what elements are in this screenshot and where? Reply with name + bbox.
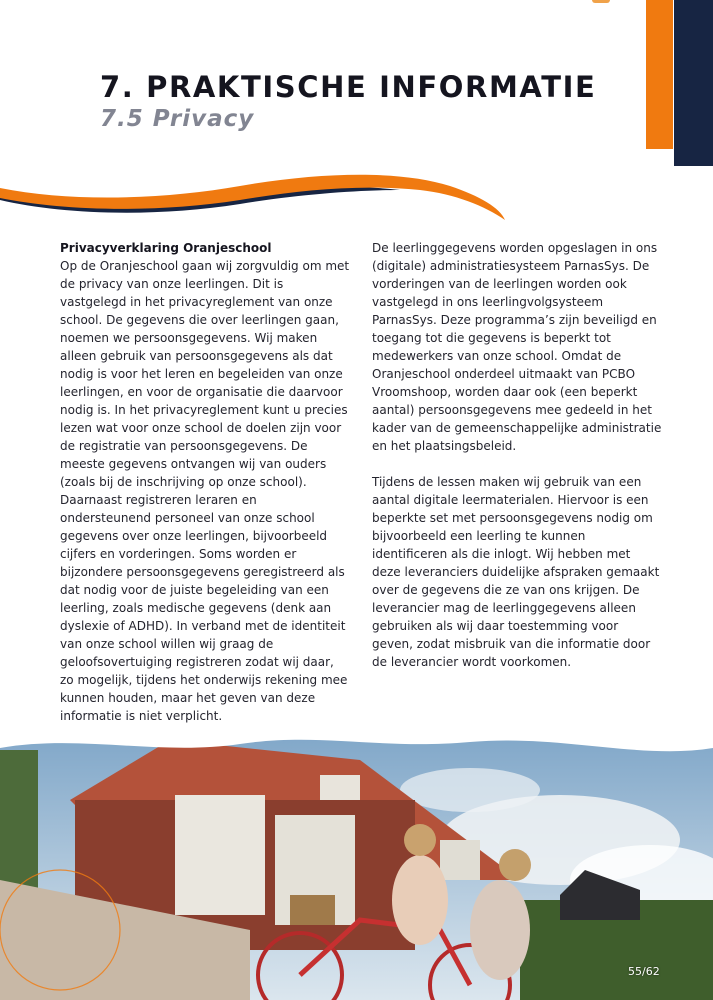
school-window	[440, 840, 480, 880]
school-photo	[0, 730, 713, 1000]
school-window	[320, 775, 360, 800]
school-window	[175, 795, 265, 915]
orange-accent-bar	[646, 0, 673, 149]
page-number: 55/62	[628, 965, 660, 978]
child-riding	[392, 855, 448, 945]
digital-materials-paragraph: Tijdens de lessen maken wij gebruik van een aantal digitale leermaterialen. Hiervoor is een beperkte set met persoonsgegevens nodig om bijvoorbeeld een leerling te kunnen identificeren als die inlogt. Wij hebben met deze leveranciers duidelijke afspraken gemaakt over de gegevens die ze van ons krijgen. De leverancier mag de leerlinggegevens alleen gebruiken als wij daar toestemming voor geven, zodat misbruik van die informatie door de leverancier wordt voorkomen.	[372, 475, 660, 669]
data-storage-paragraph: De leerlinggegevens worden opgeslagen in ons (digitale) administratiesysteem ParnasSys. De vorderingen van de leerlingen worden ook vastgelegd in ons leerlingvolgsysteem ParnasSys. Deze programma’s zijn beveiligd en toegang tot die gegevens is beperkt tot medewerkers van onze school. Omdat de Oranjeschool onderdeel uitmaakt van PCBO Vroomshoop, worden daar ook (een beperkt aantal) persoonsgegevens mee gedeeld in het kader van de gemeenschappelijke administratie en het plaatsingsbeleid.	[372, 241, 662, 453]
cloud	[400, 768, 540, 812]
child-head	[499, 849, 531, 881]
navy-accent-bar	[674, 0, 713, 166]
child-riding	[470, 880, 530, 980]
privacy-statement-heading: Privacyverklaring Oranjeschool	[60, 241, 272, 255]
child-head	[404, 824, 436, 856]
brush-stroke-decoration	[0, 160, 520, 230]
bike-basket	[290, 895, 335, 925]
page-title: 7. PRAKTISCHE INFORMATIE	[100, 70, 597, 104]
tree-left	[0, 750, 38, 890]
right-column	[372, 239, 662, 671]
left-column	[60, 239, 350, 725]
privacy-statement-text: Op de Oranjeschool gaan wij zorgvuldig om met de privacy van onze leerlingen. Dit is vastgelegd in het privacyreglement van onze school. De gegevens die over leerlingen gaan, noemen we persoonsgegevens. Wij maken alleen gebruik van persoonsgegevens als dat nodig is voor het leren en begeleiden van onze leerlingen, en voor de organisatie die daarvoor nodig is. In het privacyreglement kunt u precies lezen wat voor onze school de doelen zijn voor de registratie van persoonsgegevens. De meeste gegevens ontvangen wij van ouders (zoals bij de inschrijving op onze school). Daarnaast registreren leraren en ondersteunend personeel van onze school gegevens over onze leerlingen, bijvoorbeeld cijfers en vorderingen. Soms worden er bijzondere persoonsgegevens geregistreerd als dat nodig voor de juiste begeleiding van een leerling, zoals medische gegevens (denk aan dyslexie of ADHD). In verband met de identiteit van onze school willen wij graag de geloofsovertuiging registreren zodat wij daar, zo mogelijk, tijdens het onderwijs rekening mee kunnen houden, maar het geven van deze informatie is niet verplicht.	[60, 259, 350, 723]
section-subtitle: 7.5 Privacy	[100, 106, 255, 132]
orange-brush-stroke	[0, 175, 505, 220]
top-accent-mark	[592, 0, 610, 3]
